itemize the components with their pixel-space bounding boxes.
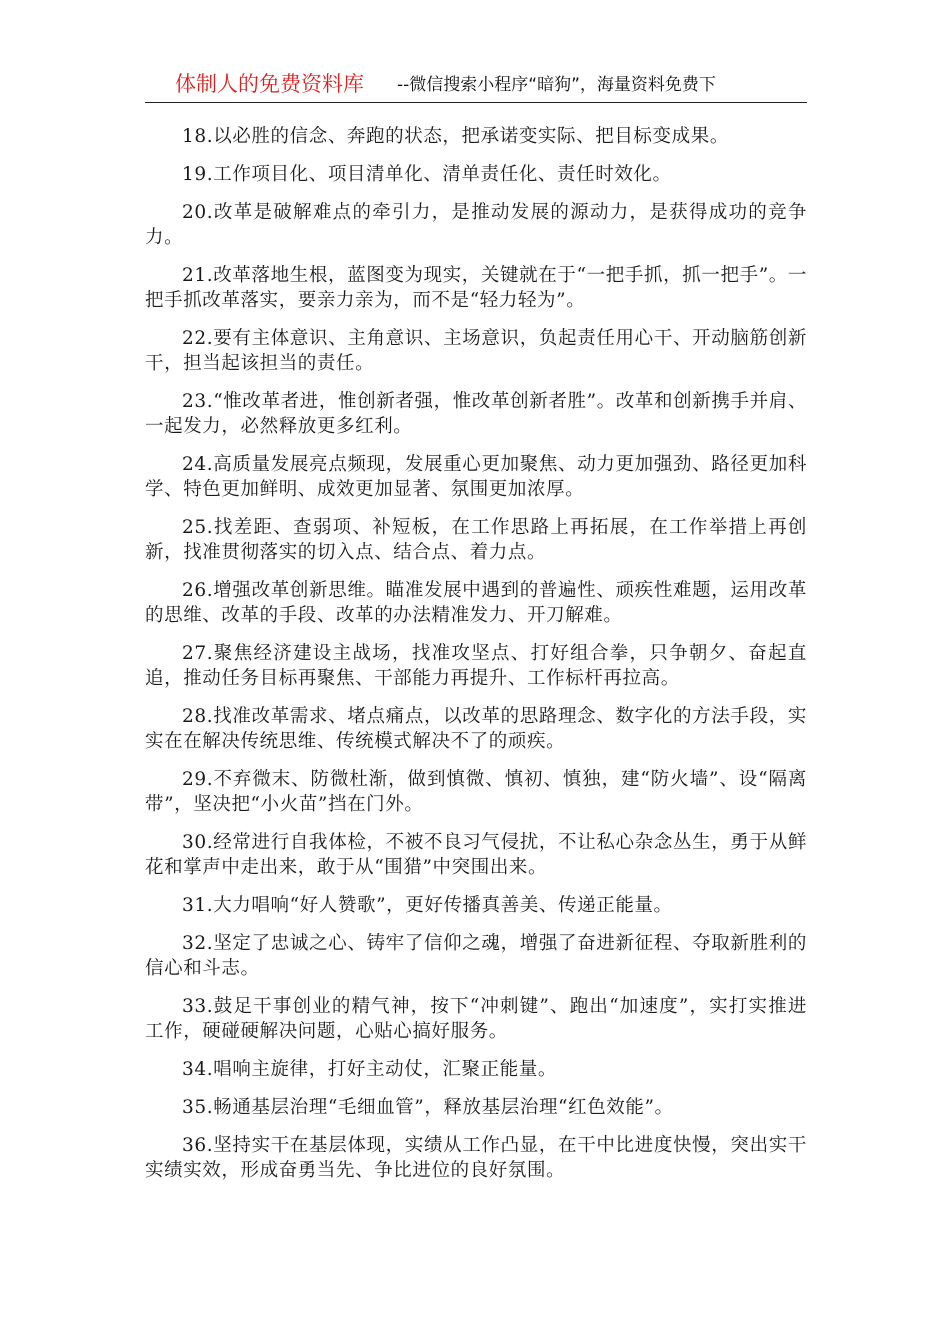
list-item: 20.改革是破解难点的牵引力，是推动发展的源动力，是获得成功的竞争力。: [145, 202, 807, 248]
list-item: 35.畅通基层治理“毛细血管”，释放基层治理“红色效能”。: [182, 1097, 674, 1118]
list-item: 26.增强改革创新思维。瞄准发展中遇到的普遍性、顽疾性难题，运用改革的思维、改革的手段、改革的办法精准发力、开刀解难。: [145, 580, 807, 626]
list-item: 22.要有主体意识、主角意识、主场意识，负起责任用心干、开动脑筋创新干，担当起该担当的责任。: [145, 328, 807, 374]
list-item: 30.经常进行自我体检，不被不良习气侵扰，不让私心杂念丛生，勇于从鲜花和掌声中走出来，敢于从“围猎”中突围出来。: [145, 832, 807, 878]
list-item: 28.找准改革需求、堵点痛点，以改革的思路理念、数字化的方法手段，实实在在解决传统思维、传统模式解决不了的顽疾。: [145, 706, 807, 752]
page-header: [145, 70, 807, 103]
list-item: 27.聚焦经济建设主战场，找准攻坚点、打好组合拳，只争朝夕、奋起直追，推动任务目标再聚焦、干部能力再提升、工作标杆再拉高。: [145, 643, 807, 689]
list-item: 31.大力唱响“好人赞歌”，更好传播真善美、传递正能量。: [182, 895, 673, 916]
list-item: 32.坚定了忠诚之心、铸牢了信仰之魂，增强了奋进新征程、夺取新胜利的信心和斗志。: [145, 933, 807, 979]
list-item: 18.以必胜的信念、奔跑的状态，把承诺变实际、把目标变成果。: [182, 126, 729, 147]
list-item: 33.鼓足干事创业的精气神，按下“冲刺键”、跑出“加速度”，实打实推进工作，硬碰硬解决问题，心贴心搞好服务。: [145, 996, 807, 1042]
list-item: 29.不弃微末、防微杜渐，做到慎微、慎初、慎独，建“防火墙”、设“隔离带”，坚决把“小火苗”挡在门外。: [145, 769, 807, 815]
list-item: 34.唱响主旋律，打好主动仗，汇聚正能量。: [182, 1059, 558, 1080]
list-item: 19.工作项目化、项目清单化、清单责任化、责任时效化。: [182, 164, 672, 185]
list-item: 21.改革落地生根，蓝图变为现实，关键就在于“一把手抓，抓一把手”。一把手抓改革落实，要亲力亲为，而不是“轻力轻为”。: [145, 265, 807, 311]
list-item: 36.坚持实干在基层体现，实绩从工作凸显，在干中比进度快慢，突出实干实绩实效，形成奋勇当先、争比进位的良好氛围。: [145, 1135, 807, 1181]
list-item: 25.找差距、查弱项、补短板，在工作思路上再拓展，在工作举措上再创新，找准贯彻落实的切入点、结合点、着力点。: [145, 517, 807, 563]
list-item: 24.高质量发展亮点频现，发展重心更加聚焦、动力更加强劲、路径更加科学、特色更加鲜明、成效更加显著、氛围更加浓厚。: [145, 454, 807, 500]
brand-title: 体制人的免费资料库: [175, 72, 364, 96]
header-tagline: --微信搜索小程序“暗狗”，海量资料免费下: [397, 75, 716, 95]
list-item: 23.“惟改革者进，惟创新者强，惟改革创新者胜”。改革和创新携手并肩、一起发力，必然释放更多红利。: [145, 391, 807, 437]
document-body: [145, 124, 807, 1196]
